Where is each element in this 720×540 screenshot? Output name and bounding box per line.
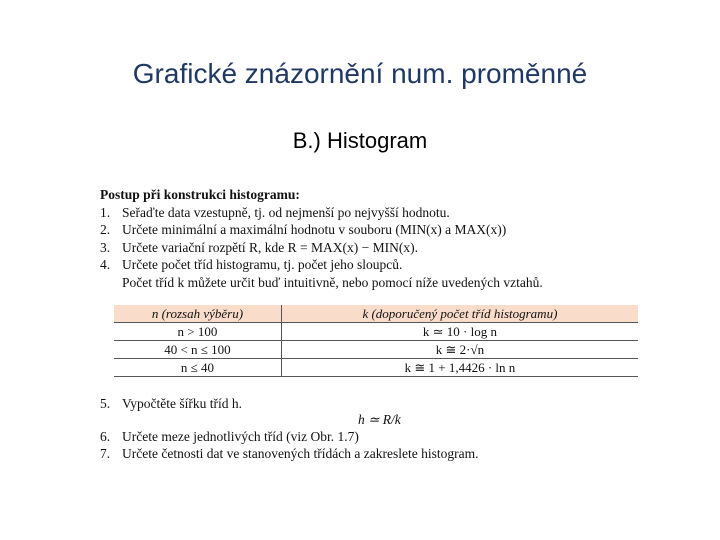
step-7 [100,446,640,462]
step-6 [100,429,640,445]
table-cell: n > 100 [114,323,281,341]
table-header-row [114,305,638,323]
table-header: k (doporučený počet tříd histogramu) [281,305,638,323]
class-count-table [114,305,638,377]
step-note: Počet tříd k můžete určit buď intuitivně, nebo pomocí níže uvedených vztahů. [122,274,543,290]
step-1 [100,204,640,222]
table-row [114,323,638,341]
step-number: 7. [100,446,111,461]
table-header: n (rozsah výběru) [114,305,281,323]
step-5 [100,396,640,412]
slide-title: Grafické znázornění num. proměnné [132,58,588,89]
step-text: Vypočtěte šířku tříd h. [122,396,242,411]
step-number: 2. [100,222,111,237]
step-number: 5. [100,396,111,411]
table-cell: 40 < n ≤ 100 [114,341,281,359]
table-cell: k ≅ 2·√n [281,341,638,359]
procedure-block [100,186,640,291]
table-cell: n ≤ 40 [114,359,281,377]
step-text: Určete variační rozpětí R, kde R = MAX(x) − MIN(x). [122,239,419,255]
table-row [114,359,638,377]
table-cell: k ≅ 1 + 1,4426 · ln n [281,359,638,377]
table-row [114,341,638,359]
step-text: Určete meze jednotlivých tříd (viz Obr. 1.7) [122,429,359,444]
step-text: Určete počet tříd histogramu, tj. počet jeho sloupců. [122,257,403,272]
table-cell: k ≃ 10 · log n [281,323,638,341]
step-number: 6. [100,429,111,444]
step-3 [100,239,640,257]
step-text: Určete četnosti dat ve stanovených třídách a zakreslete histogram. [122,446,479,461]
procedure-heading: Postup při konstrukci histogramu: [100,187,300,202]
step-text: Určete minimální a maximální hodnotu v souboru (MIN(x) a MAX(x)) [122,222,507,237]
width-formula: h ≃ R/k [358,412,401,427]
step-2 [100,221,640,239]
step-number: 1. [100,204,111,220]
step-text: Seřaďte data vzestupně, tj. od nejmenší po nejvyšší hodnotu. [122,204,450,220]
slide-subtitle: B.) Histogram [292,128,428,153]
step-4 [100,256,640,274]
step-number: 3. [100,239,111,255]
step-number: 4. [100,257,111,272]
